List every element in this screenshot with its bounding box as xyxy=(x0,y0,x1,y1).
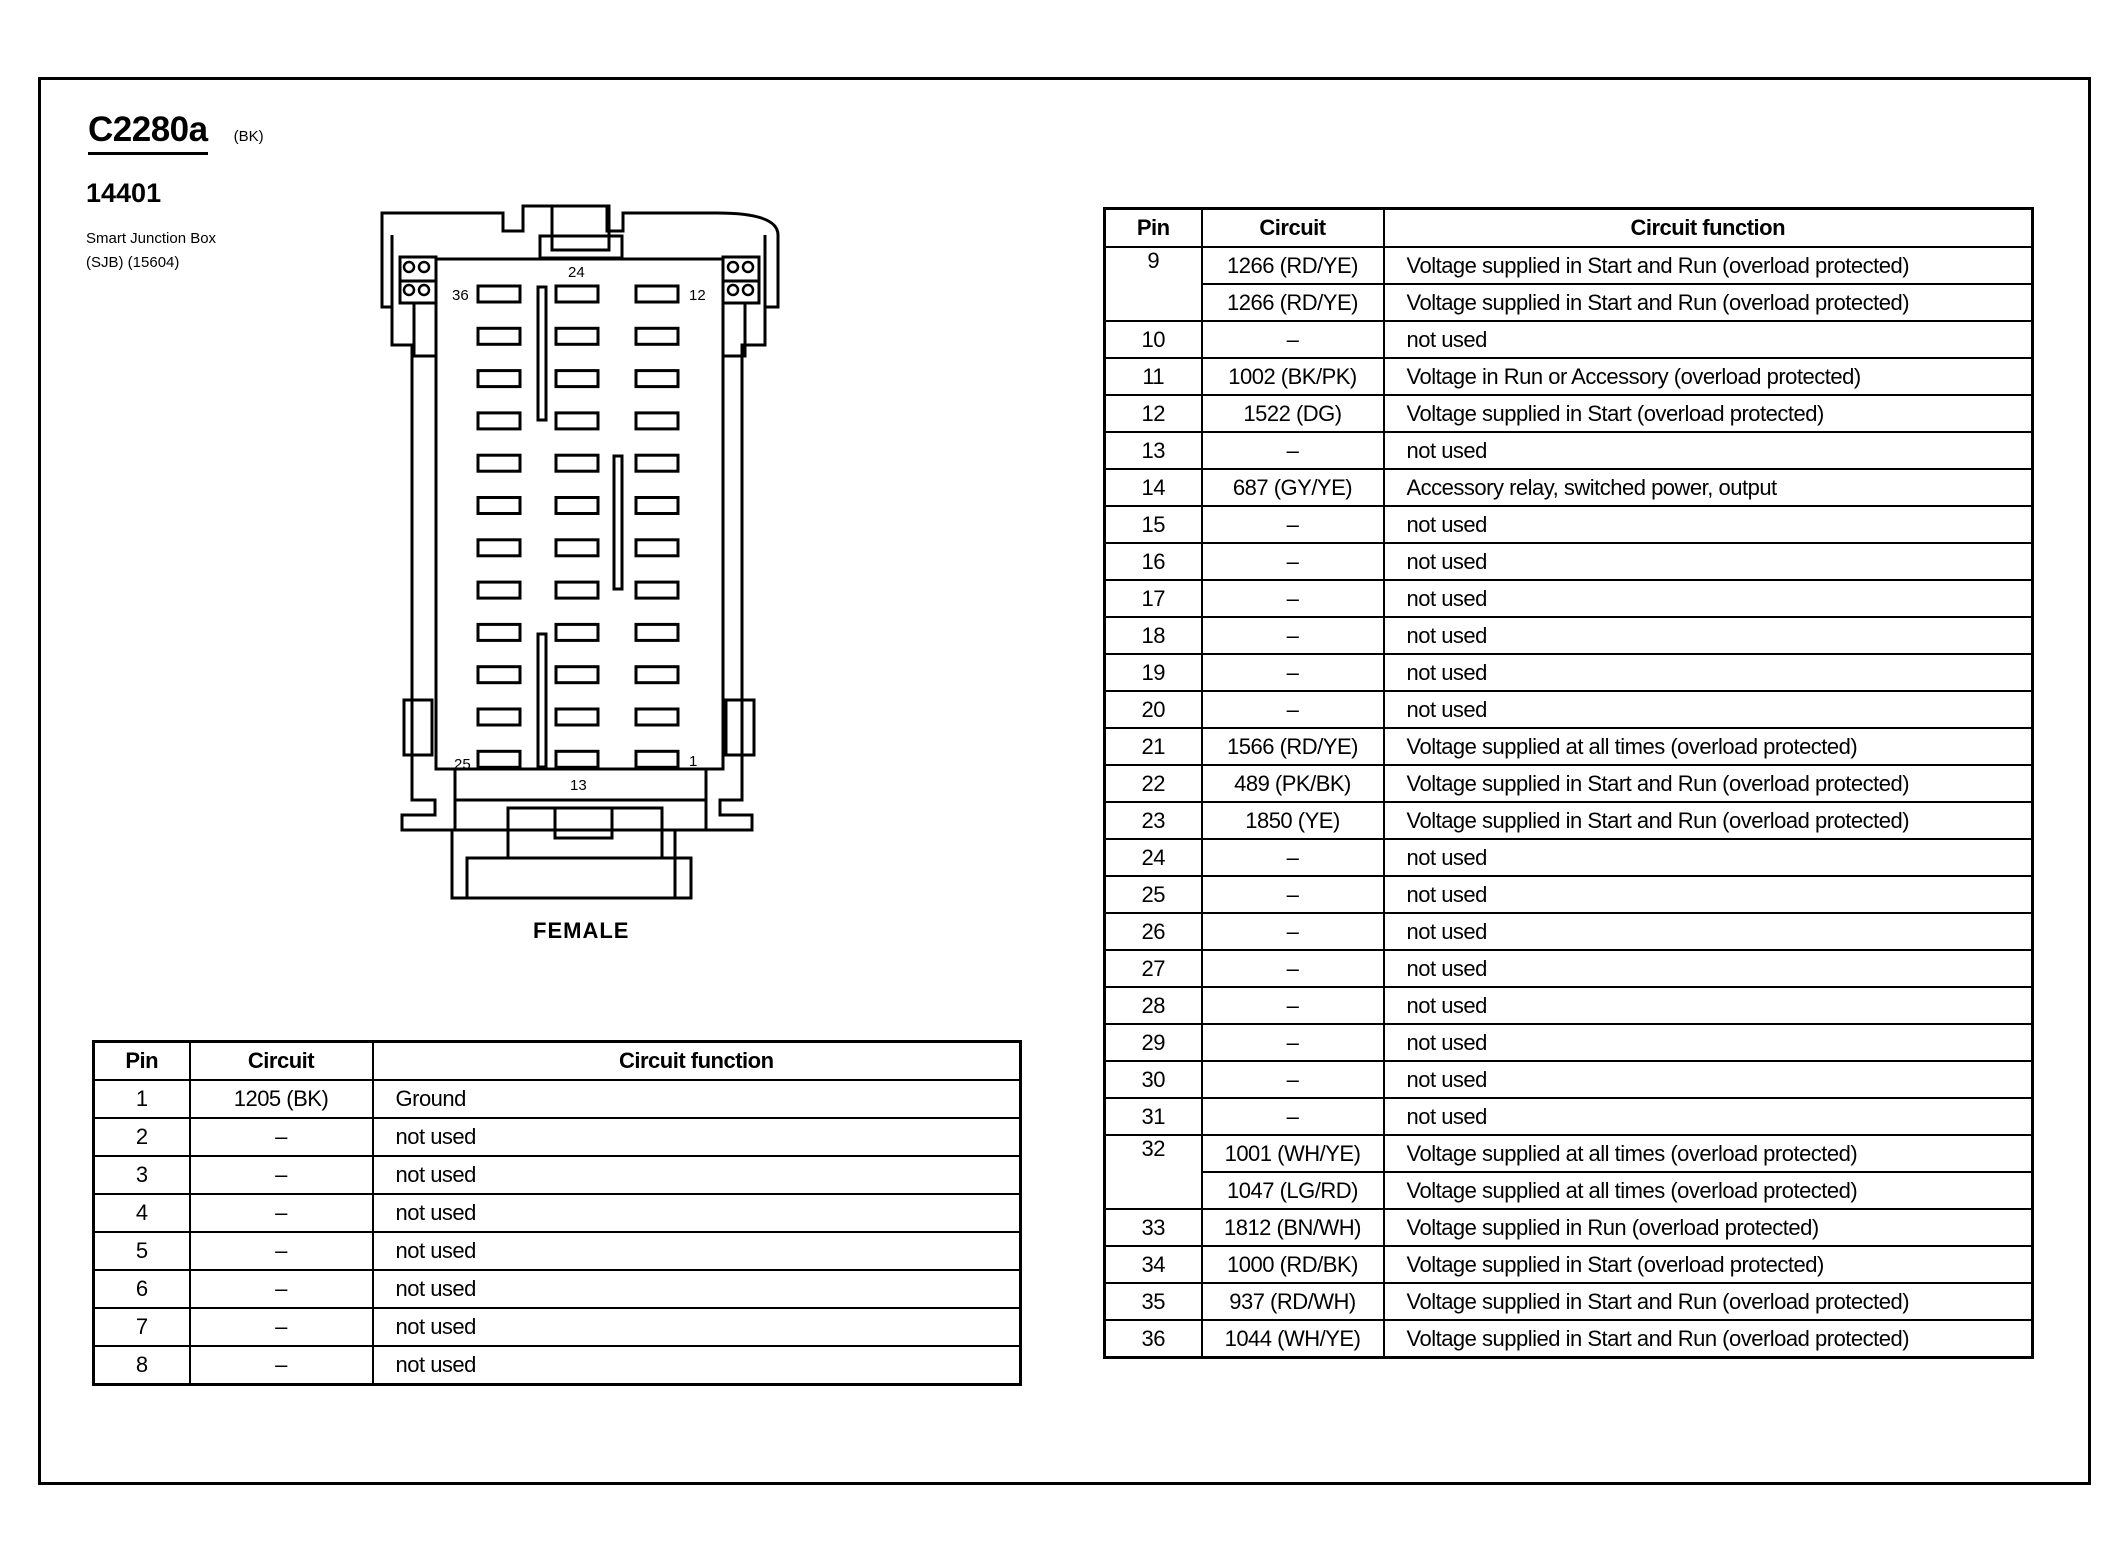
table-header-row xyxy=(94,1042,1021,1081)
pin-cavity xyxy=(478,455,520,471)
connector-gender: FEMALE xyxy=(533,918,630,943)
circuit-cell: – xyxy=(190,1118,373,1156)
pin-cavity xyxy=(478,286,520,302)
table-row xyxy=(94,1118,1021,1156)
key-bar xyxy=(538,634,546,767)
circuit-cell: 489 (PK/BK) xyxy=(1202,765,1384,802)
function-cell: not used xyxy=(373,1194,1021,1232)
table-row xyxy=(1105,654,2033,691)
function-cell: not used xyxy=(373,1232,1021,1270)
pin-cell: 5 xyxy=(94,1232,190,1270)
pin-cell: 14 xyxy=(1105,469,1202,506)
pin-cavity xyxy=(636,709,678,725)
cavity-label-1: 1 xyxy=(689,753,698,770)
circuit-cell: 1266 (RD/YE) xyxy=(1202,247,1384,284)
key-bar xyxy=(614,456,622,589)
function-cell: not used xyxy=(1384,1061,2033,1098)
function-cell: Voltage supplied at all times (overload protected) xyxy=(1384,728,2033,765)
function-cell: Voltage supplied in Run (overload protected) xyxy=(1384,1209,2033,1246)
pin-cell: 10 xyxy=(1105,321,1202,358)
function-cell: Voltage supplied in Start and Run (overload protected) xyxy=(1384,1283,2033,1320)
function-cell: not used xyxy=(1384,580,2033,617)
pin-cavity xyxy=(556,413,598,429)
pin-cell xyxy=(1105,284,1202,321)
function-cell: not used xyxy=(1384,876,2033,913)
pin-cell: 20 xyxy=(1105,691,1202,728)
circuit-cell: – xyxy=(1202,321,1384,358)
table-row xyxy=(1105,321,2033,358)
table-row xyxy=(94,1194,1021,1232)
function-cell: not used xyxy=(373,1156,1021,1194)
circuit-cell: 1850 (YE) xyxy=(1202,802,1384,839)
cavity-label-36: 36 xyxy=(452,287,469,304)
pin-cavity xyxy=(478,328,520,344)
pin-cell: 30 xyxy=(1105,1061,1202,1098)
pin-cavity xyxy=(556,286,598,302)
function-cell: Ground xyxy=(373,1080,1021,1118)
pin-cell: 4 xyxy=(94,1194,190,1232)
table-row xyxy=(94,1270,1021,1308)
circuit-cell: 1001 (WH/YE) xyxy=(1202,1135,1384,1172)
function-cell: not used xyxy=(1384,654,2033,691)
function-cell: not used xyxy=(373,1270,1021,1308)
table-row xyxy=(1105,1172,2033,1209)
pin-cell: 6 xyxy=(94,1270,190,1308)
header-pin: Pin xyxy=(1105,209,1202,248)
pin-cell: 12 xyxy=(1105,395,1202,432)
function-cell: not used xyxy=(1384,617,2033,654)
table-row xyxy=(94,1346,1021,1385)
circuit-cell: – xyxy=(1202,1098,1384,1135)
table-row xyxy=(1105,987,2033,1024)
function-cell: not used xyxy=(1384,913,2033,950)
table-row xyxy=(1105,1209,2033,1246)
circuit-cell: – xyxy=(1202,432,1384,469)
table-row xyxy=(1105,469,2033,506)
circuit-cell: – xyxy=(1202,1061,1384,1098)
side-latch xyxy=(404,700,432,755)
pin-cavity xyxy=(556,498,598,514)
pin-cell: 11 xyxy=(1105,358,1202,395)
pin-cell: 21 xyxy=(1105,728,1202,765)
pin-cavity xyxy=(636,455,678,471)
table-row xyxy=(1105,1061,2033,1098)
pin-cell: 2 xyxy=(94,1118,190,1156)
circuit-cell: 1812 (BN/WH) xyxy=(1202,1209,1384,1246)
function-cell: not used xyxy=(1384,432,2033,469)
circuit-cell: – xyxy=(190,1194,373,1232)
pin-cavity xyxy=(556,624,598,640)
table-row xyxy=(1105,1098,2033,1135)
pin-cell: 31 xyxy=(1105,1098,1202,1135)
circuit-cell: 1205 (BK) xyxy=(190,1080,373,1118)
header-circuit: Circuit xyxy=(1202,209,1384,248)
table-header-row xyxy=(1105,209,2033,248)
pin-cell: 9 xyxy=(1105,247,1202,284)
function-cell: not used xyxy=(1384,839,2033,876)
pin-cavity xyxy=(636,286,678,302)
function-cell: Voltage supplied in Start and Run (overload protected) xyxy=(1384,802,2033,839)
function-cell: Voltage supplied in Start (overload protected) xyxy=(1384,395,2033,432)
circuit-cell: – xyxy=(190,1232,373,1270)
table-row xyxy=(1105,728,2033,765)
table-row xyxy=(1105,1024,2033,1061)
table-row xyxy=(94,1232,1021,1270)
table-row xyxy=(1105,543,2033,580)
table-row xyxy=(1105,839,2033,876)
pin-cavity xyxy=(478,371,520,387)
circuit-cell: – xyxy=(1202,913,1384,950)
circuit-cell: – xyxy=(1202,580,1384,617)
pin-cavity xyxy=(636,328,678,344)
table-row xyxy=(1105,876,2033,913)
table-row xyxy=(1105,358,2033,395)
pin-cell: 34 xyxy=(1105,1246,1202,1283)
circuit-cell: – xyxy=(1202,691,1384,728)
header-circuit: Circuit xyxy=(190,1042,373,1081)
circuit-cell: – xyxy=(1202,506,1384,543)
pin-cavity xyxy=(636,624,678,640)
circuit-cell: 1047 (LG/RD) xyxy=(1202,1172,1384,1209)
pinout-table-pins-9-36 xyxy=(1103,207,2034,1359)
pin-cavity xyxy=(636,413,678,429)
pin-cell xyxy=(1105,1172,1202,1209)
pin-cavity xyxy=(556,455,598,471)
pin-cavity xyxy=(636,371,678,387)
function-cell: not used xyxy=(373,1346,1021,1385)
pin-cell: 17 xyxy=(1105,580,1202,617)
part-number: 14401 xyxy=(86,178,162,208)
pin-cell: 32 xyxy=(1105,1135,1202,1172)
table-row xyxy=(94,1308,1021,1346)
table-row xyxy=(1105,765,2033,802)
circuit-cell: 1522 (DG) xyxy=(1202,395,1384,432)
circuit-cell: – xyxy=(1202,876,1384,913)
pin-cell: 26 xyxy=(1105,913,1202,950)
function-cell: not used xyxy=(1384,321,2033,358)
function-cell: Voltage supplied in Start and Run (overload protected) xyxy=(1384,284,2033,321)
function-cell: Voltage supplied in Start and Run (overload protected) xyxy=(1384,247,2033,284)
header-pin: Pin xyxy=(94,1042,190,1081)
pin-cavity xyxy=(478,709,520,725)
function-cell: not used xyxy=(1384,691,2033,728)
circuit-cell: – xyxy=(1202,654,1384,691)
pin-cavity xyxy=(636,582,678,598)
circuit-cell: – xyxy=(1202,950,1384,987)
function-cell: not used xyxy=(1384,987,2033,1024)
table-row xyxy=(1105,395,2033,432)
pin-cell: 13 xyxy=(1105,432,1202,469)
table-row xyxy=(1105,432,2033,469)
function-cell: not used xyxy=(1384,950,2033,987)
pinout-table-pins-1-8 xyxy=(92,1040,1022,1386)
table-row xyxy=(1105,580,2033,617)
function-cell: Voltage supplied at all times (overload protected) xyxy=(1384,1172,2033,1209)
circuit-cell: – xyxy=(190,1270,373,1308)
circuit-cell: 1002 (BK/PK) xyxy=(1202,358,1384,395)
circuit-cell: – xyxy=(190,1346,373,1385)
pin-cell: 33 xyxy=(1105,1209,1202,1246)
pin-cavity xyxy=(636,498,678,514)
pin-cell: 23 xyxy=(1105,802,1202,839)
circuit-cell: – xyxy=(1202,543,1384,580)
pin-cavity xyxy=(556,667,598,683)
pin-cavity xyxy=(478,413,520,429)
function-cell: Voltage supplied at all times (overload protected) xyxy=(1384,1135,2033,1172)
function-cell: not used xyxy=(1384,1098,2033,1135)
header-circuit-function: Circuit function xyxy=(1384,209,2033,248)
pin-cell: 15 xyxy=(1105,506,1202,543)
circuit-cell: 1000 (RD/BK) xyxy=(1202,1246,1384,1283)
description-line: (SJB) (15604) xyxy=(86,254,180,271)
pin-cell: 22 xyxy=(1105,765,1202,802)
function-cell: Accessory relay, switched power, output xyxy=(1384,469,2033,506)
circuit-cell: 687 (GY/YE) xyxy=(1202,469,1384,506)
circuit-cell: – xyxy=(1202,1024,1384,1061)
pin-cavity xyxy=(636,751,678,767)
circuit-cell: – xyxy=(190,1308,373,1346)
table-row xyxy=(1105,1283,2033,1320)
pin-cavity xyxy=(556,709,598,725)
function-cell: not used xyxy=(1384,543,2033,580)
pin-cell: 18 xyxy=(1105,617,1202,654)
connector-id: C2280a xyxy=(88,110,208,155)
pin-cell: 19 xyxy=(1105,654,1202,691)
table-row xyxy=(1105,1135,2033,1172)
table-row xyxy=(1105,284,2033,321)
cavity-label-12: 12 xyxy=(689,287,706,304)
function-cell: Voltage in Run or Accessory (overload protected) xyxy=(1384,358,2033,395)
function-cell: Voltage supplied in Start and Run (overload protected) xyxy=(1384,765,2033,802)
table-row xyxy=(1105,802,2033,839)
pin-cell: 16 xyxy=(1105,543,1202,580)
header-circuit-function: Circuit function xyxy=(373,1042,1021,1081)
table-row xyxy=(1105,617,2033,654)
pin-cell: 3 xyxy=(94,1156,190,1194)
table-row xyxy=(1105,950,2033,987)
key-bar xyxy=(538,287,546,420)
table-row xyxy=(94,1080,1021,1118)
circuit-cell: 1266 (RD/YE) xyxy=(1202,284,1384,321)
pin-cell: 1 xyxy=(94,1080,190,1118)
pin-cavity xyxy=(478,582,520,598)
pin-cavity xyxy=(556,582,598,598)
pin-cell: 7 xyxy=(94,1308,190,1346)
circuit-cell: – xyxy=(1202,839,1384,876)
side-latch xyxy=(726,700,754,755)
pin-cavity xyxy=(636,540,678,556)
table-row xyxy=(1105,913,2033,950)
table-row xyxy=(1105,1320,2033,1358)
table-row xyxy=(1105,1246,2033,1283)
cavity-label-24: 24 xyxy=(568,264,585,281)
pin-cell: 28 xyxy=(1105,987,1202,1024)
circuit-cell: – xyxy=(190,1156,373,1194)
pin-cell: 8 xyxy=(94,1346,190,1385)
circuit-cell: 937 (RD/WH) xyxy=(1202,1283,1384,1320)
circuit-cell: – xyxy=(1202,617,1384,654)
pin-cavity xyxy=(556,540,598,556)
description-line: Smart Junction Box xyxy=(86,230,217,247)
pin-cavity xyxy=(478,667,520,683)
pin-cavity xyxy=(556,328,598,344)
pin-cell: 27 xyxy=(1105,950,1202,987)
pin-cavity xyxy=(478,540,520,556)
function-cell: not used xyxy=(373,1118,1021,1156)
circuit-cell: – xyxy=(1202,987,1384,1024)
function-cell: not used xyxy=(373,1308,1021,1346)
circuit-cell: 1044 (WH/YE) xyxy=(1202,1320,1384,1358)
function-cell: not used xyxy=(1384,1024,2033,1061)
pin-cell: 24 xyxy=(1105,839,1202,876)
function-cell: Voltage supplied in Start (overload protected) xyxy=(1384,1246,2033,1283)
table-row xyxy=(1105,506,2033,543)
table-row xyxy=(1105,691,2033,728)
pin-cavity xyxy=(478,498,520,514)
pin-cell: 35 xyxy=(1105,1283,1202,1320)
pin-cavity xyxy=(636,667,678,683)
table-row xyxy=(94,1156,1021,1194)
housing-outline xyxy=(382,206,778,898)
pin-cavity xyxy=(556,371,598,387)
pin-cell: 25 xyxy=(1105,876,1202,913)
function-cell: not used xyxy=(1384,506,2033,543)
pin-cell: 36 xyxy=(1105,1320,1202,1358)
cavity-label-13: 13 xyxy=(570,777,587,794)
connector-color: (BK) xyxy=(233,128,264,145)
pin-cell: 29 xyxy=(1105,1024,1202,1061)
pin-cavity xyxy=(556,751,598,767)
pin-cavity xyxy=(478,751,520,767)
cavity-label-25: 25 xyxy=(454,756,471,773)
function-cell: Voltage supplied in Start and Run (overload protected) xyxy=(1384,1320,2033,1358)
circuit-cell: 1566 (RD/YE) xyxy=(1202,728,1384,765)
table-row xyxy=(1105,247,2033,284)
pin-cavity xyxy=(478,624,520,640)
